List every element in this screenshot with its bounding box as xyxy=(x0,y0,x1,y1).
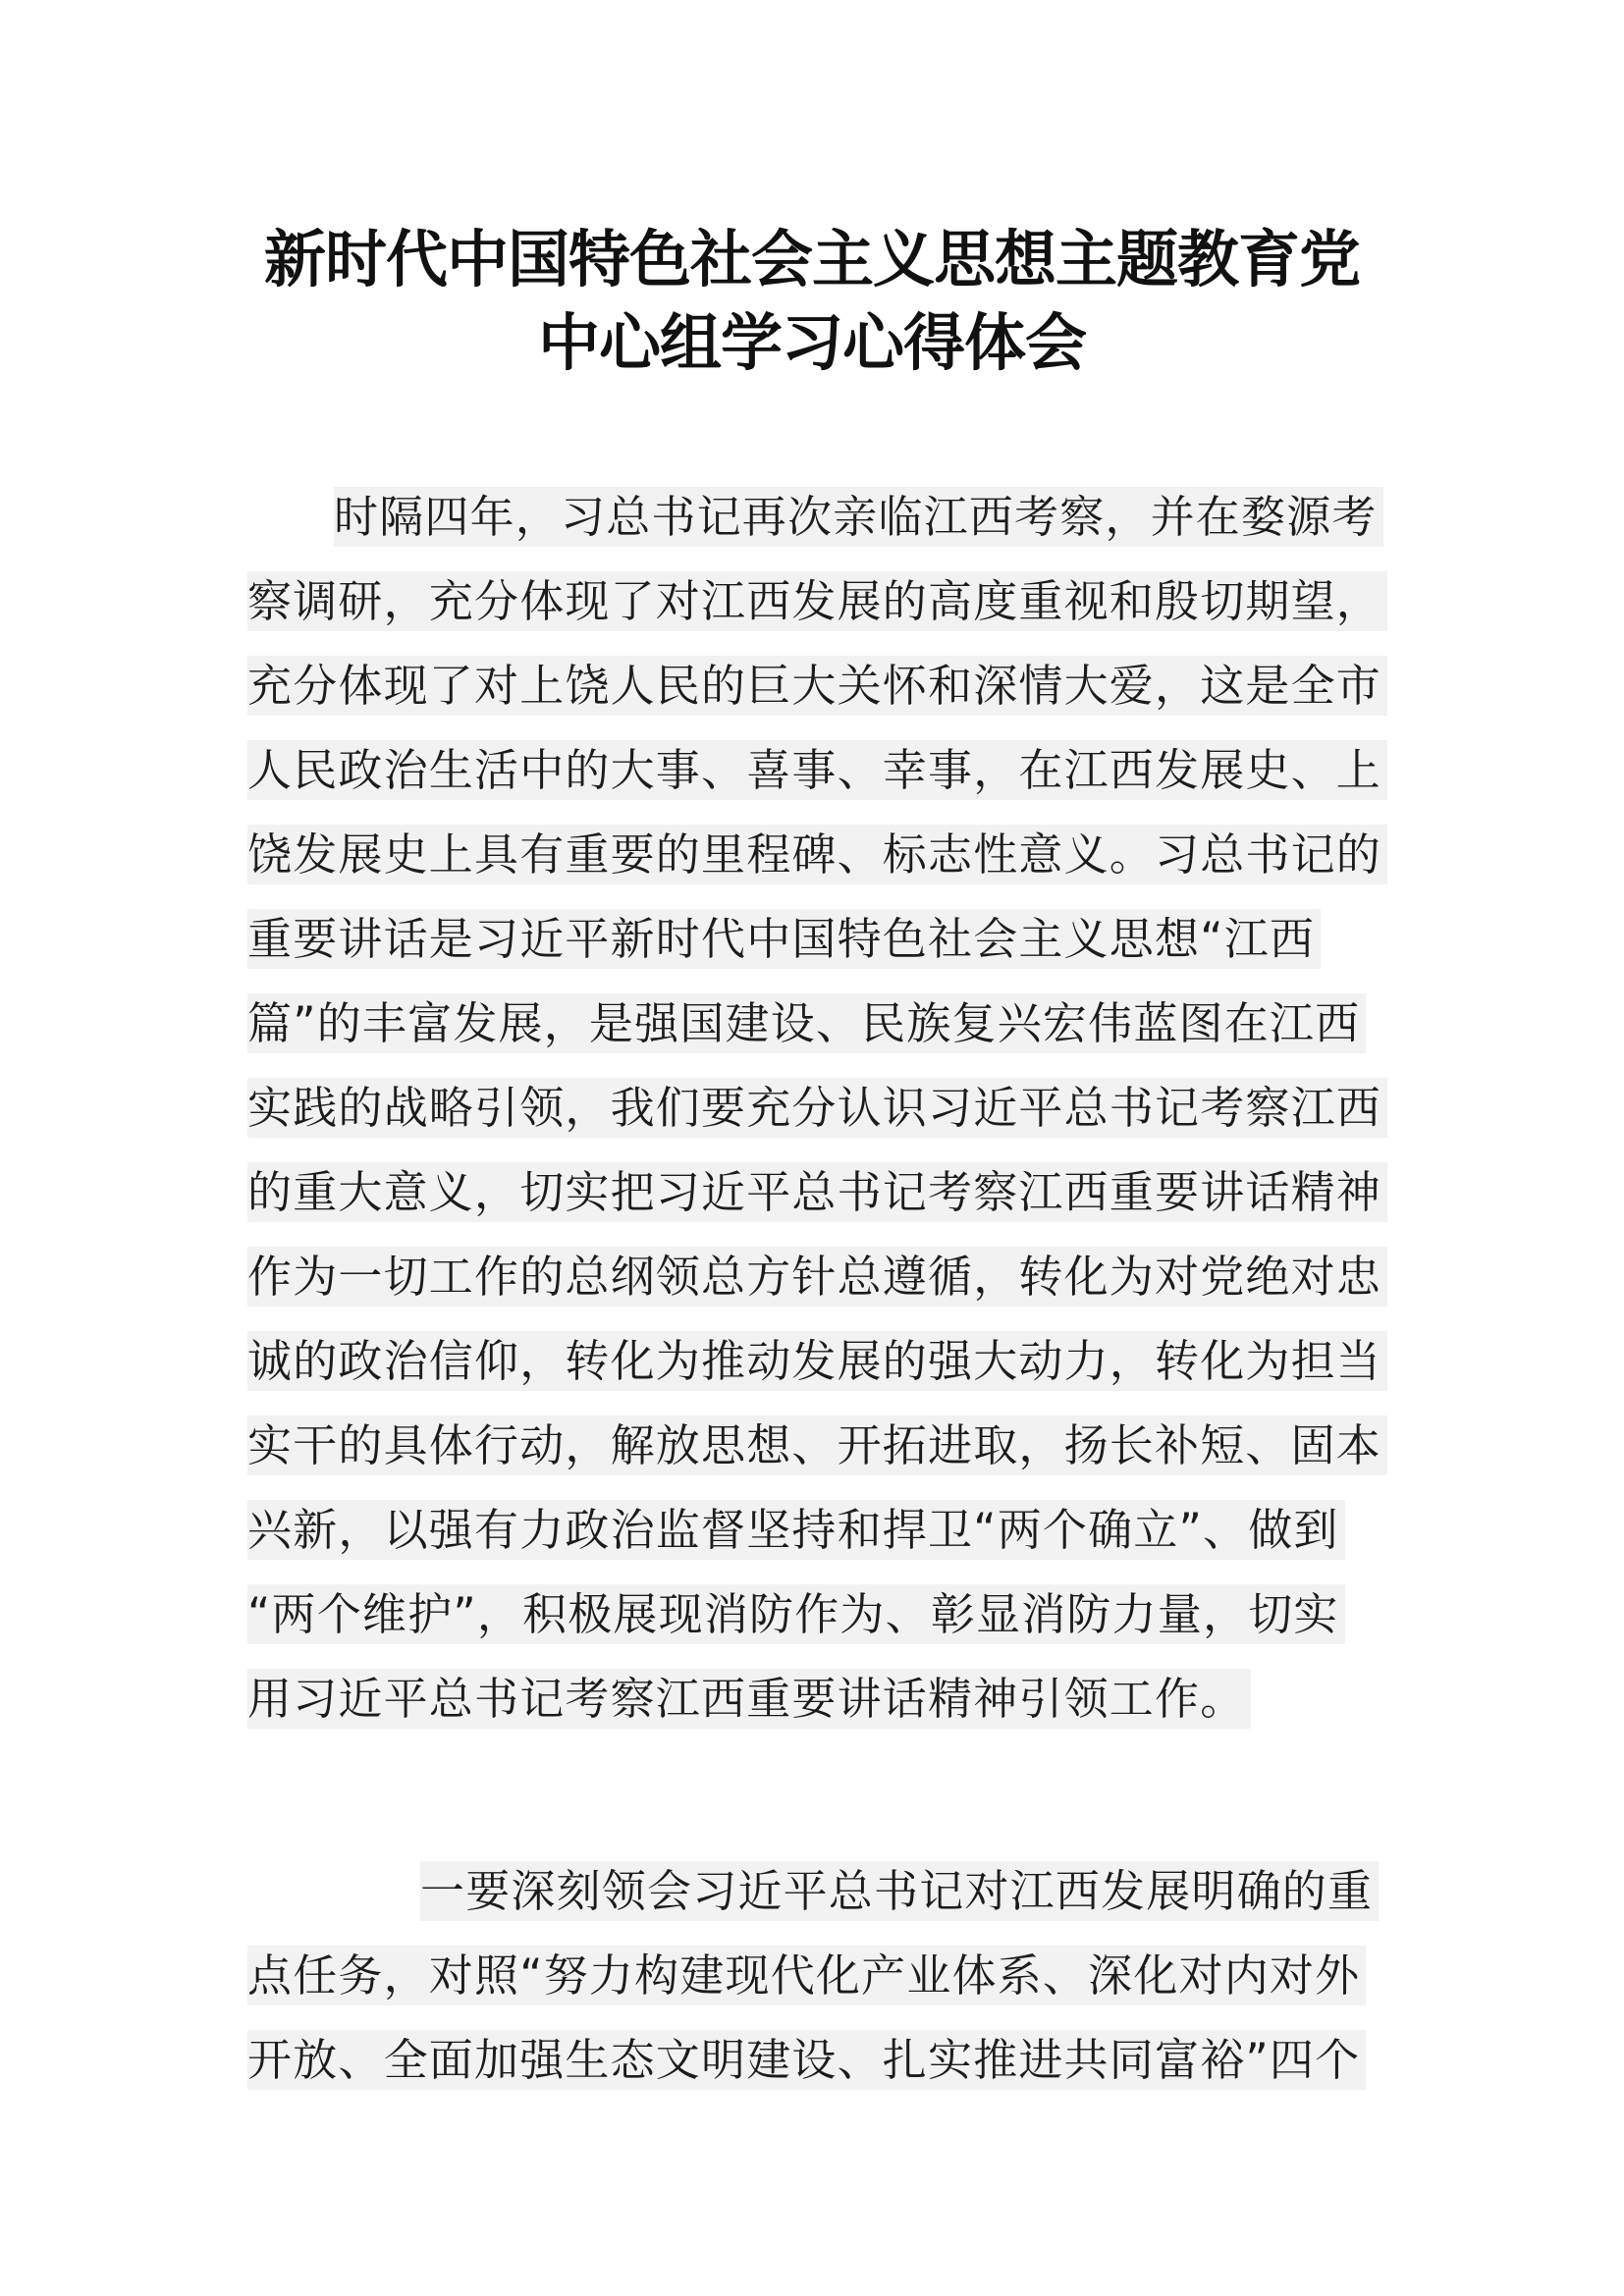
paragraph-line: 的重大意义，切实把习近平总书记考察江西重要讲话精神 xyxy=(247,1150,1357,1235)
title-line-2: 中心组学习心得体会 xyxy=(538,307,1086,379)
paragraph-line: 点任务，对照“努力构建现代化产业体系、深化对内对外 xyxy=(247,1934,1357,2018)
paragraph-line: 诚的政治信仰，转化为推动发展的强大动力，转化为担当 xyxy=(247,1319,1357,1404)
paragraph-line: 充分体现了对上饶人民的巨大关怀和深情大爱，这是全市 xyxy=(247,644,1357,728)
paragraph-line: 作为一切工作的总纲领总方针总遵循，转化为对党绝对忠 xyxy=(247,1235,1357,1319)
document-title xyxy=(196,218,1428,385)
paragraph-line: 实践的战略引领，我们要充分认识习近平总书记考察江西 xyxy=(247,1066,1357,1150)
paragraph-line: 一要深刻领会习近平总书记对江西发展明确的重 xyxy=(247,1849,1357,1934)
title-line-1: 新时代中国特色社会主义思想主题教育党 xyxy=(264,224,1360,295)
paragraph-line: “两个维护”，积极展现消防作为、彰显消防力量，切实 xyxy=(247,1573,1357,1657)
paragraph-line: 察调研，充分体现了对江西发展的高度重视和殷切期望， xyxy=(247,560,1357,644)
paragraph-line: 重要讲话是习近平新时代中国特色社会主义思想“江西 xyxy=(247,897,1357,982)
paragraph-1 xyxy=(247,475,1382,1741)
paragraph-line: 饶发展史上具有重要的里程碑、标志性意义。习总书记的 xyxy=(247,813,1357,897)
paragraph-2 xyxy=(247,1849,1374,2103)
paragraph-line: 兴新，以强有力政治监督坚持和捍卫“两个确立”、做到 xyxy=(247,1488,1357,1573)
paragraph-line: 时隔四年，习总书记再次亲临江西考察，并在婺源考 xyxy=(247,475,1357,560)
paragraph-line: 篇”的丰富发展，是强国建设、民族复兴宏伟蓝图在江西 xyxy=(247,982,1357,1066)
paragraph-line: 人民政治生活中的大事、喜事、幸事，在江西发展史、上 xyxy=(247,728,1357,813)
paragraph-line: 实干的具体行动，解放思想、开拓进取，扬长补短、固本 xyxy=(247,1404,1357,1488)
paragraph-line: 用习近平总书记考察江西重要讲话精神引领工作。 xyxy=(247,1657,1357,1741)
paragraph-line: 开放、全面加强生态文明建设、扎实推进共同富裕”四个 xyxy=(247,2018,1357,2103)
